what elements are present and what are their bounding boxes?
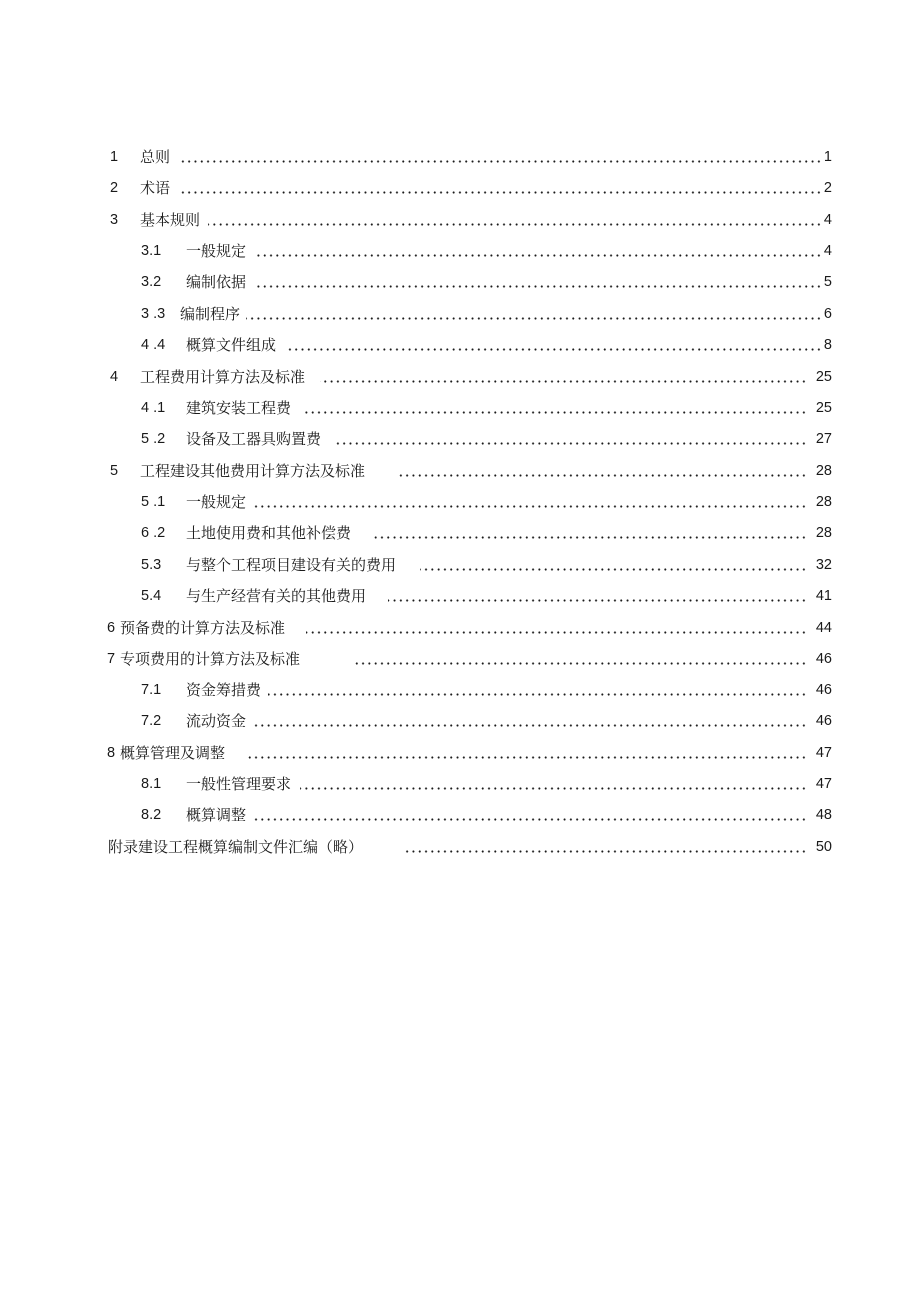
toc-entry-title: 建筑安装工程费 (186, 396, 292, 420)
toc-leader-dots (208, 208, 822, 232)
toc-leader-dots (246, 302, 822, 326)
toc-entry[interactable] (0, 647, 920, 671)
toc-entry[interactable] (0, 772, 920, 796)
toc-entry[interactable] (0, 741, 920, 765)
toc-entry[interactable] (0, 333, 920, 357)
toc-entry-title: 专项费用的计算方法及标准 (120, 647, 301, 671)
toc-entry[interactable] (0, 584, 920, 608)
toc-entry-page: 50 (816, 835, 832, 859)
toc-entry[interactable] (0, 521, 920, 545)
toc-entry-page: 32 (816, 553, 832, 577)
toc-leader-dots (254, 239, 822, 263)
toc-entry-title: 一般规定 (186, 490, 247, 514)
toc-entry-number: 4 .4 (141, 337, 166, 353)
toc-entry-page: 28 (816, 459, 832, 483)
toc-entry-number: 5 .1 (141, 494, 166, 510)
toc-entry-page: 25 (816, 396, 832, 420)
toc-entry-page: 46 (816, 678, 832, 702)
toc-entry[interactable] (0, 145, 920, 169)
toc-entry-number: 8.1 (141, 776, 162, 792)
toc-entry-title: 与整个工程项目建设有关的费用 (186, 553, 397, 577)
toc-entry[interactable] (0, 803, 920, 827)
toc-entry[interactable] (0, 396, 920, 420)
toc-entry-page: 46 (816, 709, 832, 733)
toc-entry-title: 资金筹措费 (186, 678, 262, 702)
toc-entry-title: 工程费用计算方法及标准 (140, 365, 306, 389)
toc-entry-page: 6 (824, 302, 832, 326)
toc-entry-page: 5 (824, 270, 832, 294)
toc-entry-title: 附录建设工程概算编制文件汇编（略） (108, 835, 364, 859)
toc-entry-title: 一般规定 (186, 239, 247, 263)
toc-entry-number: 5.4 (141, 588, 162, 604)
toc-entry-number: 5.3 (141, 557, 162, 573)
toc-entry-title: 流动资金 (186, 709, 247, 733)
toc-entry[interactable] (0, 302, 920, 326)
toc-leader-dots (248, 741, 807, 765)
toc-entry-title: 一般性管理要求 (186, 772, 292, 796)
toc-entry-page: 46 (816, 647, 832, 671)
toc-leader-dots (352, 647, 807, 671)
toc-entry-number: 8 (107, 745, 116, 761)
toc-entry-title: 设备及工器具购置费 (186, 427, 322, 451)
toc-entry[interactable] (0, 709, 920, 733)
toc-entry-number: 2 (110, 180, 119, 196)
toc-leader-dots (254, 803, 807, 827)
toc-leader-dots (334, 427, 807, 451)
toc-entry[interactable] (0, 427, 920, 451)
toc-entry-number: 5 (110, 463, 119, 479)
toc-entry-title: 与生产经营有关的其他费用 (186, 584, 367, 608)
toc-entry-page: 27 (816, 427, 832, 451)
toc-leader-dots (388, 584, 807, 608)
toc-entry[interactable] (0, 208, 920, 232)
toc-entry-page: 4 (824, 239, 832, 263)
toc-entry-number: 7.1 (141, 682, 162, 698)
toc-entry-page: 28 (816, 521, 832, 545)
toc-entry-number: 5 .2 (141, 431, 166, 447)
toc-entry-page: 28 (816, 490, 832, 514)
toc-leader-dots (254, 270, 822, 294)
toc-entry[interactable] (0, 270, 920, 294)
toc-entry-page: 47 (816, 741, 832, 765)
toc-leader-dots (306, 616, 807, 640)
toc-leader-dots (300, 772, 807, 796)
toc-entry[interactable] (0, 490, 920, 514)
toc-entry[interactable] (0, 365, 920, 389)
toc-entry[interactable] (0, 553, 920, 577)
toc-leader-dots (178, 145, 822, 169)
toc-leader-dots (268, 678, 807, 702)
toc-entry-number: 8.2 (141, 807, 162, 823)
toc-entry-number: 6 (107, 620, 116, 636)
toc-entry[interactable] (0, 239, 920, 263)
toc-entry-number: 7 (107, 651, 116, 667)
toc-entry-page: 1 (824, 145, 832, 169)
toc-leader-dots (254, 709, 807, 733)
toc-entry[interactable] (0, 459, 920, 483)
toc-entry-title: 概算管理及调整 (120, 741, 226, 765)
toc-entry-title: 概算文件组成 (186, 333, 277, 357)
toc-entry[interactable] (0, 835, 920, 859)
toc-entry-number: 3.1 (141, 243, 162, 259)
toc-entry[interactable] (0, 616, 920, 640)
toc-entry-page: 2 (824, 176, 832, 200)
toc-entry-title: 基本规则 (140, 208, 201, 232)
toc-leader-dots (302, 396, 807, 420)
toc-entry-title: 编制依据 (186, 270, 247, 294)
toc-entry-page: 47 (816, 772, 832, 796)
toc-leader-dots (254, 490, 807, 514)
toc-entry-page: 41 (816, 584, 832, 608)
toc-leader-dots (396, 459, 807, 483)
toc-entry-number: 7.2 (141, 713, 162, 729)
toc-leader-dots (320, 365, 807, 389)
toc-entry-page: 25 (816, 365, 832, 389)
toc-leader-dots (420, 553, 807, 577)
toc-entry-number: 6 .2 (141, 525, 166, 541)
toc-entry-title: 总则 (140, 145, 171, 169)
toc-entry-title: 预备费的计算方法及标准 (120, 616, 286, 640)
toc-entry-number: 3 .3 (141, 306, 166, 322)
toc-entry-title: 工程建设其他费用计算方法及标准 (140, 459, 366, 483)
toc-leader-dots (372, 521, 807, 545)
toc-entry-title: 编制程序 (180, 302, 241, 326)
toc-entry-title: 概算调整 (186, 803, 247, 827)
toc-entry-number: 4 .1 (141, 400, 166, 416)
toc-entry-title: 土地使用费和其他补偿费 (186, 521, 352, 545)
toc-entry-number: 3.2 (141, 274, 162, 290)
toc-entry-title: 术语 (140, 176, 171, 200)
toc-leader-dots (286, 333, 822, 357)
toc-entry-number: 3 (110, 212, 119, 228)
toc-entry-page: 4 (824, 208, 832, 232)
toc-entry-number: 1 (110, 149, 119, 165)
toc-leader-dots (404, 835, 807, 859)
toc-entry-number: 4 (110, 369, 119, 385)
toc-leader-dots (178, 176, 822, 200)
toc-entry-page: 8 (824, 333, 832, 357)
toc-entry[interactable] (0, 678, 920, 702)
toc-entry[interactable] (0, 176, 920, 200)
toc-entry-page: 48 (816, 803, 832, 827)
toc-entry-page: 44 (816, 616, 832, 640)
